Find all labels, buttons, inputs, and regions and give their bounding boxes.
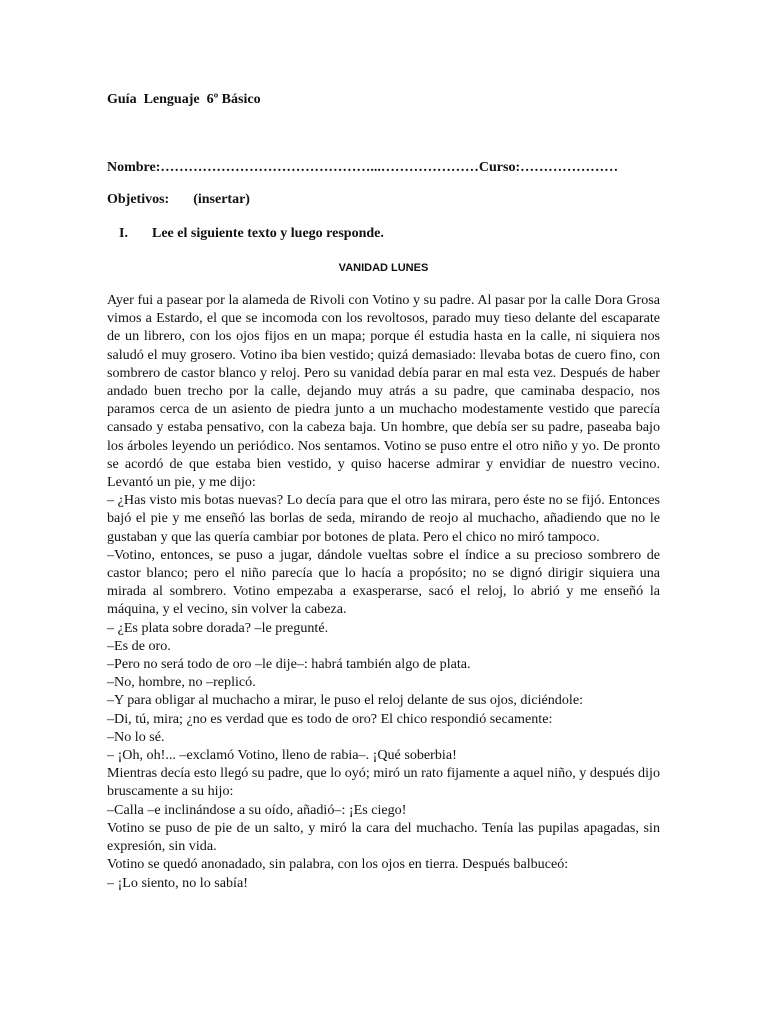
objectives-line bbox=[107, 192, 250, 208]
story-paragraph: –Di, tú, mira; ¿no es verdad que es todo de oro? El chico respondió secamente: bbox=[107, 710, 553, 727]
story-paragraph: – ¿Has visto mis botas nuevas? Lo decía para que el otro las mirara, pero éste no se fijó. Entonces bajó el pie y me enseñó las borlas de seda, mirando de reojo al muchacho, añadiendo que no le gustaban y que las quería cambiar por botones de plata. Pero el chico no miró tampoco. bbox=[107, 492, 660, 545]
story-paragraph: –Y para obligar al muchacho a mirar, le puso el reloj delante de sus ojos, diciéndole: bbox=[107, 692, 583, 709]
story-paragraph: –No lo sé. bbox=[107, 728, 165, 745]
story-paragraph: –Calla –e inclinándose a su oído, añadió–: ¡Es ciego! bbox=[107, 801, 407, 818]
section-heading bbox=[119, 226, 384, 242]
objectives-value: (insertar) bbox=[193, 192, 250, 207]
story-paragraph: –Es de oro. bbox=[107, 637, 171, 654]
story-paragraph: Votino se quedó anonadado, sin palabra, con los ojos en tierra. Después balbuceó: bbox=[107, 856, 569, 873]
story-paragraph: Ayer fui a pasear por la alameda de Rivoli con Votino y su padre. Al pasar por la calle Dora Grosa vimos a Estardo, el que se incomoda con los revoltosos, parado muy tieso delante del escaparate de un librero, con los ojos fijos en un mapa; porque él estudia hasta en la calle, ni siquiera nos saludó el muy grosero. Votino iba bien vestido; quizá demasiado: llevaba botas de cuero fino, con sombrero de castor blanco y reloj. Pero su vanidad debía parar en mal esta vez. Después de haber andado buen trecho por la calle, dejando muy atrás a su padre, que caminaba despacio, nos paramos cerca de un asiento de piedra junto a un muchacho modestamente vestido que parecía cansado y estaba pensativo, con la cabeza baja. Un hombre, que debía ser su padre, paseaba bajo los árboles leyendo un periódico. Nos sentamos. Votino se puso entre el otro niño y yo. De pronto se acordó de que estaba bien vestido, y quiso hacerse admirar y envidiar de nuestro vecino. Levantó un pie, y me dijo: bbox=[107, 292, 660, 491]
story-paragraph: –No, hombre, no –replicó. bbox=[107, 674, 256, 691]
story-paragraph: Votino se puso de pie de un salto, y miró la cara del muchacho. Tenía las pupilas apagadas, sin expresión, sin vida. bbox=[107, 819, 660, 855]
story-body bbox=[107, 291, 660, 892]
story-paragraph: –Pero no será todo de oro –le dije–: habrá también algo de plata. bbox=[107, 656, 471, 673]
objectives-label: Objetivos: bbox=[107, 192, 170, 207]
story-paragraph: Mientras decía esto llegó su padre, que lo oyó; miró un rato fijamente a aquel niño, y después dijo bruscamente a su hijo: bbox=[107, 765, 660, 800]
story-paragraph: –Votino, entonces, se puso a jugar, dándole vueltas sobre el índice a su precioso sombrero de castor blanco; pero el niño parecía que lo hacía a propósito; no se dignó dirigir siquiera una mirada al sombrero. Votino empezaba a exasperarse, sacó el reloj, lo abrió y me enseñó la máquina, y el vecino, sin volver la cabeza. bbox=[107, 546, 660, 618]
name-course-field-line: Nombre:………………………………………...…………………Curso:………………… bbox=[107, 160, 619, 175]
section-instruction: Lee el siguiente texto y luego responde. bbox=[152, 226, 384, 241]
section-number: I. bbox=[119, 226, 128, 241]
story-title: VANIDAD LUNES bbox=[338, 262, 429, 274]
guide-title: Guía Lenguaje 6º Básico bbox=[107, 92, 261, 107]
story-paragraph: – ¡Lo siento, no lo sabía! bbox=[107, 874, 248, 891]
story-paragraph: – ¡Oh, oh!... –exclamó Votino, lleno de rabia–. ¡Qué soberbia! bbox=[107, 747, 457, 764]
story-paragraph: – ¿Es plata sobre dorada? –le pregunté. bbox=[107, 619, 329, 636]
